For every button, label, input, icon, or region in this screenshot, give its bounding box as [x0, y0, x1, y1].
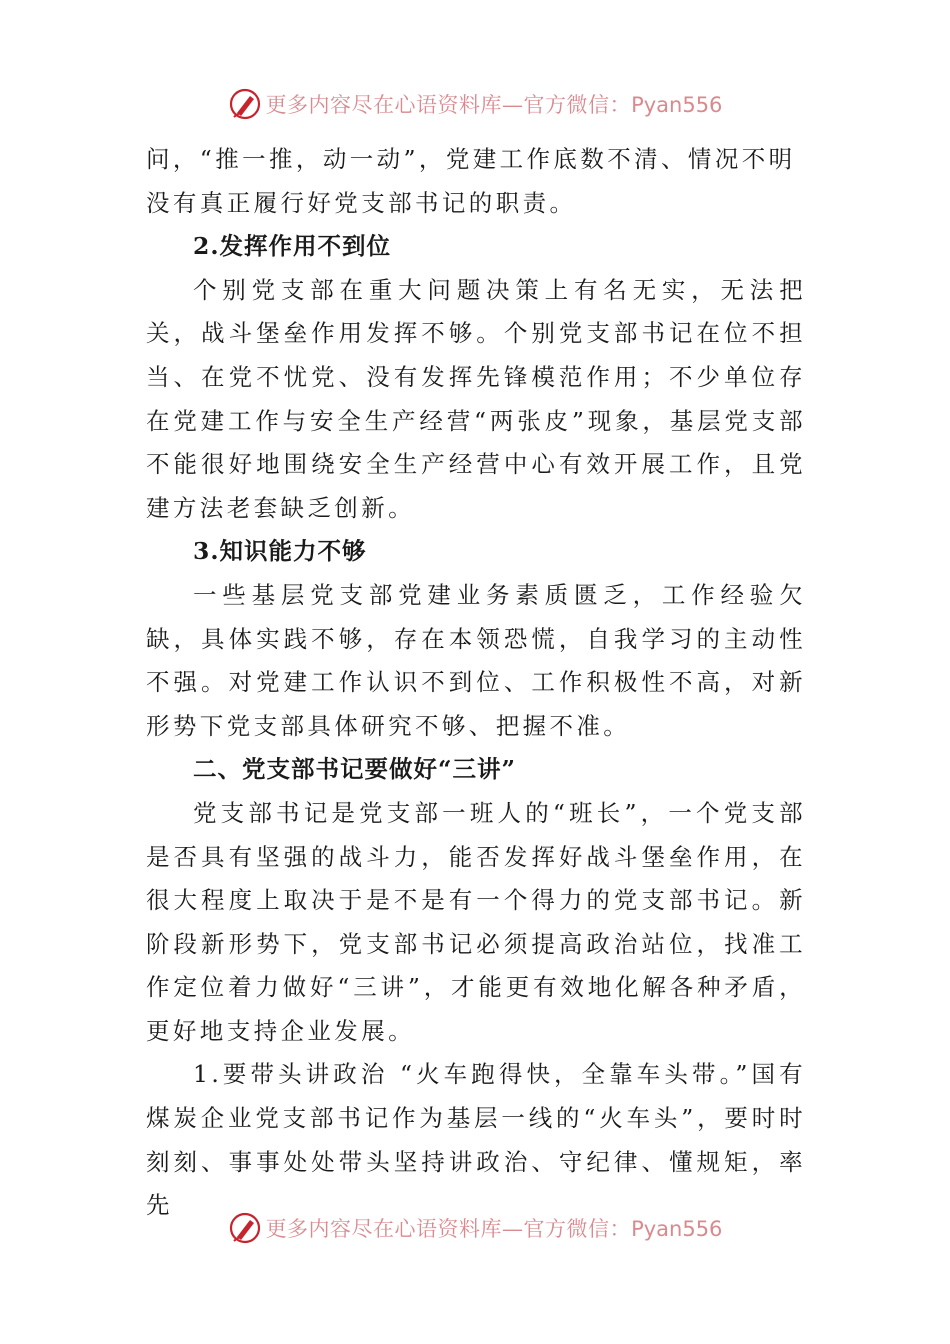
body-paragraph: 个别党支部在重大问题决策上有名无实，无法把关，战斗堡垒作用发挥不够。个别党支部书记在位不担当、在党不忧党、没有发挥先锋模范作用；不少单位存在党建工作与安全生产经营“两张皮”现象，基层党支部不能很好地围绕安全生产经营中心有效开展工作，且党建方法老套缺乏创新。: [146, 275, 806, 522]
pen-nib-logo-icon: [228, 1211, 262, 1245]
continued-paragraph-line-1: 问，“推一推，动一动”，党建工作底数不清、情况不明: [146, 145, 796, 173]
body-paragraph: 党支部书记是党支部一班人的“班长”，一个党支部是否具有坚强的战斗力，能否发挥好战斗堡垒作用，在很大程度上取决于是不是有一个得力的党支部书记。新阶段新形势下，党支部书记必须提高政治站位，找准工作定位着力做好“三讲”，才能更有效地化解各种矛盾，更好地支持企业发展。: [146, 798, 806, 1045]
banner-wechat-id: Pyan556: [631, 93, 723, 117]
body-paragraph: 一些基层党支部党建业务素质匮乏，工作经验欠缺，具体实践不够，存在本领恐慌，自我学习的主动性不强。对党建工作认识不到位、工作积极性不高，对新形势下党支部具体研究不够、把握不准。: [146, 580, 806, 740]
banner-text: 更多内容尽在心语资料库—官方微信：: [265, 93, 632, 117]
section-heading-knowledge: 3.知识能力不够: [193, 537, 367, 566]
section-heading-three-talks: 二、党支部书记要做好“三讲”: [193, 755, 517, 784]
pen-nib-logo-icon: [228, 87, 262, 121]
section-heading-role: 2.发挥作用不到位: [193, 232, 392, 261]
document-body: [146, 138, 806, 1228]
footer-watermark-banner: [0, 1206, 950, 1250]
continued-paragraph-line-2: 没有真正履行好党支部书记的职责。: [146, 188, 577, 217]
body-paragraph: 1.要带头讲政治 “火车跑得快，全靠车头带。”国有煤炭企业党支部书记作为基层一线的“火车头”，要时时刻刻、事事处处带头坚持讲政治、守纪律、懂规矩，率先: [146, 1060, 806, 1220]
banner-text: 更多内容尽在心语资料库—官方微信：: [265, 1217, 632, 1241]
banner-wechat-id: Pyan556: [631, 1217, 723, 1241]
header-watermark-banner: [0, 82, 950, 126]
